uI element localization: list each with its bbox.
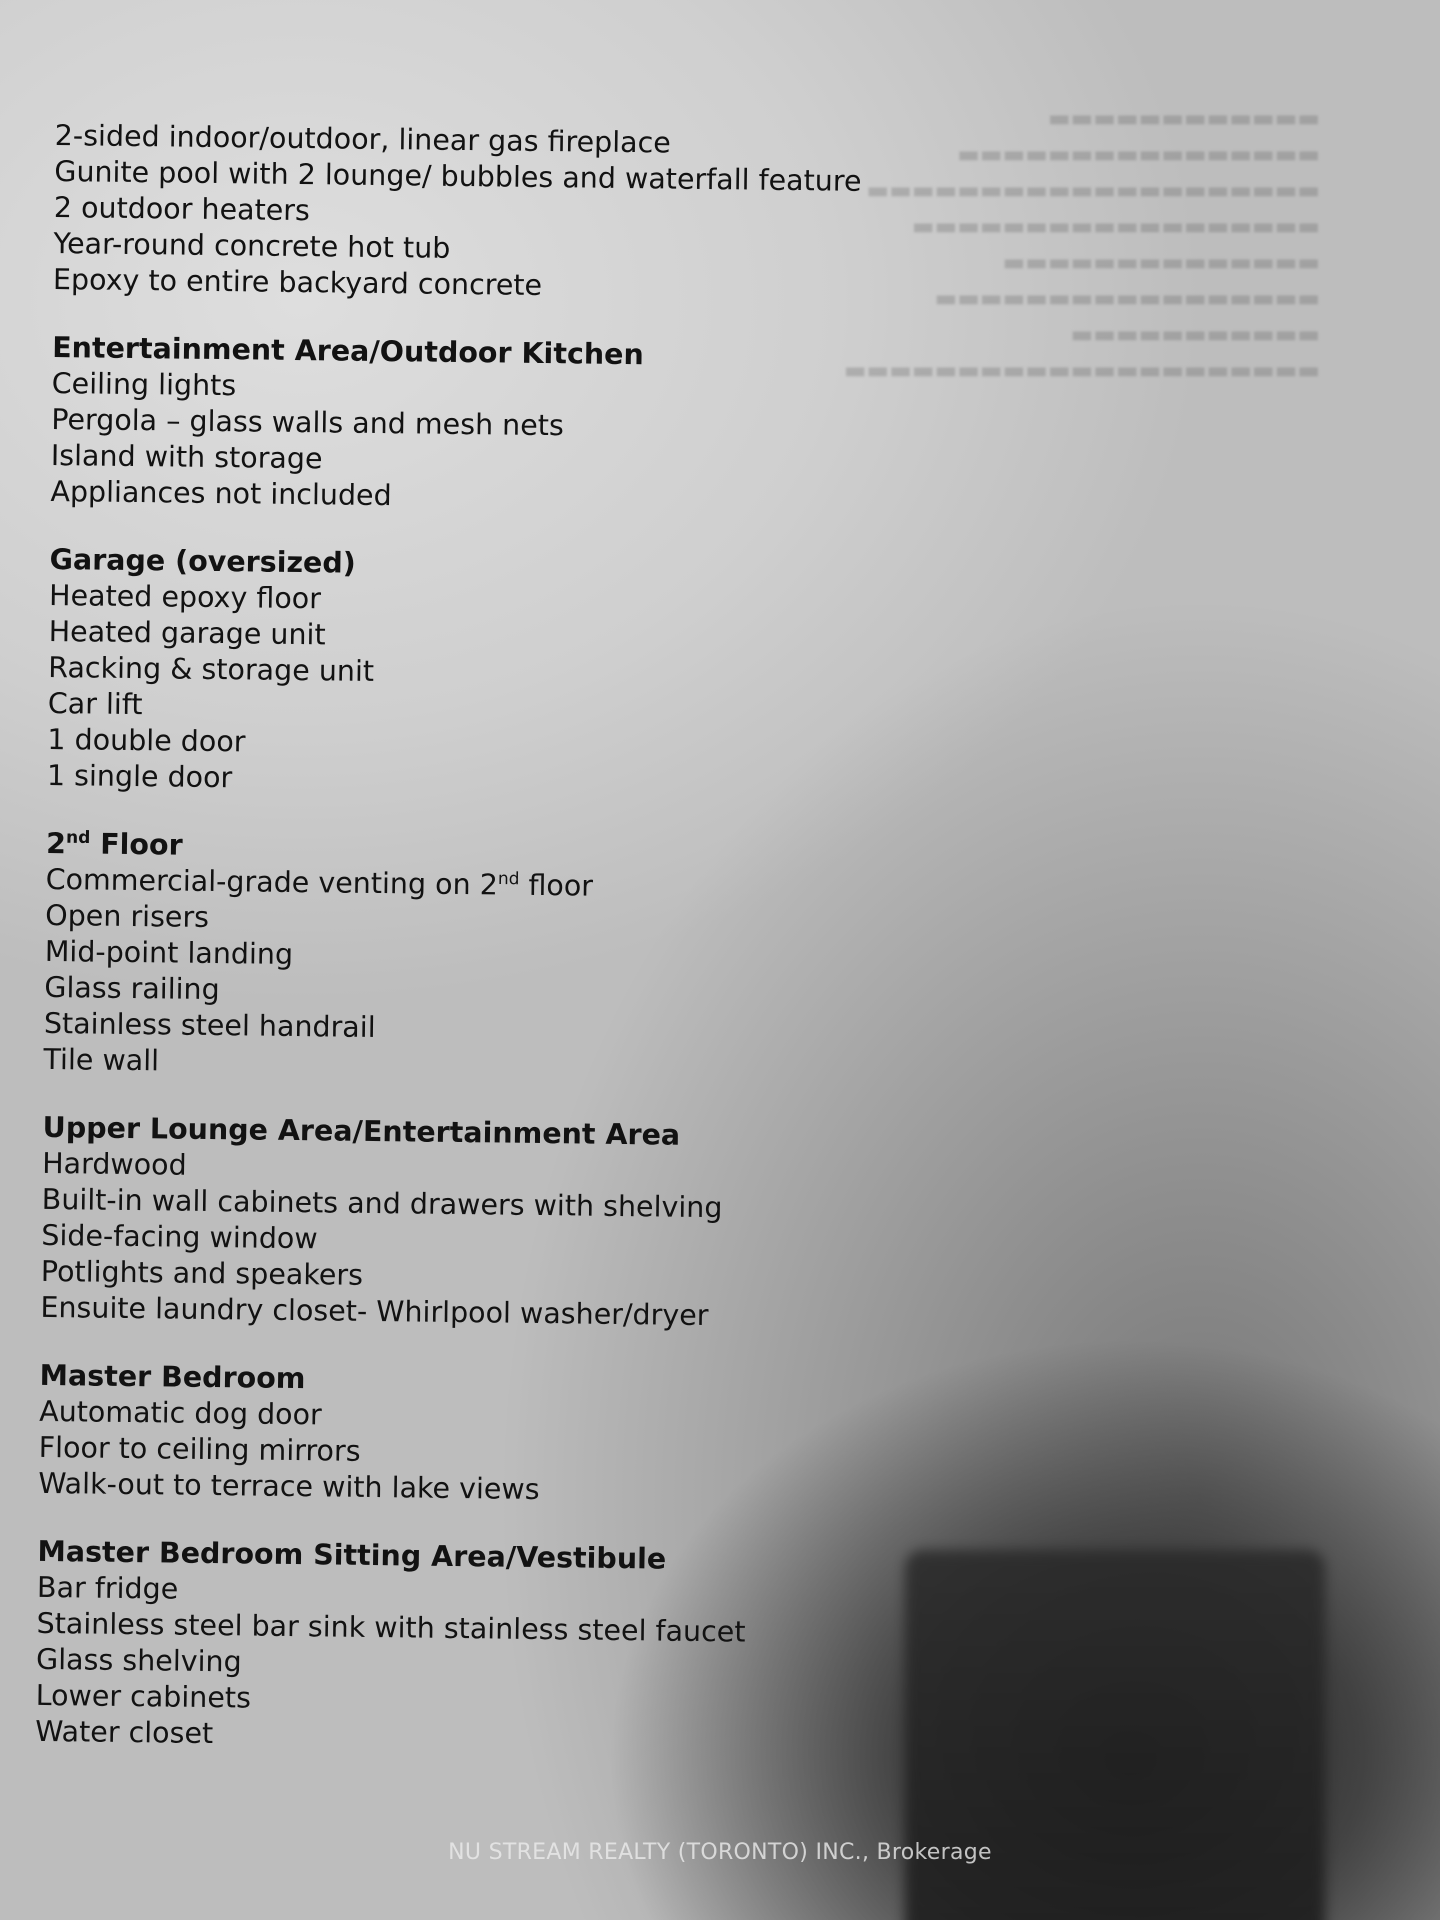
section-heading: Master Bedroom Sitting Area/Vestibule	[37, 1534, 667, 1576]
section-heading: Master Bedroom	[39, 1358, 306, 1396]
section-second-floor	[43, 826, 946, 1089]
list-item: 2-sided indoor/outdoor, linear gas fireplace	[54, 118, 672, 160]
section-heading: Garage (oversized)	[49, 542, 357, 580]
list-item: Lower cabinets	[35, 1678, 252, 1715]
list-item: Car lift	[47, 686, 143, 722]
list-item: Epoxy to entire backyard concrete	[52, 262, 543, 302]
list-item: Heated garage unit	[48, 614, 326, 652]
list-item: Walk-out to terrace with lake views	[38, 1466, 540, 1507]
section-heading: Entertainment Area/Outdoor Kitchen	[51, 330, 644, 372]
section-upper-lounge	[40, 1110, 943, 1337]
list-item: Commercial-grade venting on 2nd floor	[45, 862, 594, 903]
list-item: Hardwood	[42, 1146, 187, 1182]
list-item: Gunite pool with 2 lounge/ bubbles and waterfall feature	[54, 154, 862, 198]
section-master-bedroom	[38, 1358, 940, 1513]
show-through-text: ▬▬▬▬▬▬▬▬▬▬▬▬ ▬▬▬▬▬▬▬▬▬▬▬▬▬▬▬▬ ▬▬▬▬▬▬▬▬▬▬▬▬▬▬▬▬▬▬▬▬ ▬▬▬▬▬▬▬▬▬▬▬▬▬▬▬▬▬▬ ▬▬▬▬▬▬▬▬▬▬▬▬▬▬ ▬▬▬▬▬▬▬▬▬▬▬▬▬▬▬▬▬ ▬▬▬▬▬▬▬▬▬▬▬ ▬▬▬▬▬▬▬▬▬▬▬▬▬▬▬▬▬▬▬▬▬	[843, 104, 1320, 384]
section-entertainment-area	[50, 330, 952, 521]
list-item: Mid-point landing	[44, 934, 294, 971]
section-backyard	[53, 118, 955, 309]
list-item: Floor to ceiling mirrors	[38, 1430, 361, 1468]
list-item: Ceiling lights	[51, 366, 237, 403]
list-item: Built-in wall cabinets and drawers with shelving	[41, 1182, 723, 1225]
list-item: Bar fridge	[36, 1570, 179, 1606]
list-item: Appliances not included	[50, 474, 392, 513]
section-garage	[47, 542, 950, 805]
section-sitting-area	[35, 1534, 938, 1761]
list-item: Stainless steel bar sink with stainless steel faucet	[36, 1606, 746, 1649]
list-item: 2 outdoor heaters	[53, 190, 311, 228]
list-item: 1 single door	[46, 758, 233, 795]
section-heading: Upper Lounge Area/Entertainment Area	[42, 1110, 681, 1152]
list-item: Open risers	[45, 898, 210, 934]
list-item: Water closet	[35, 1714, 214, 1751]
feature-list	[35, 118, 955, 1793]
list-item: Stainless steel handrail	[43, 1006, 376, 1044]
list-item: Heated epoxy floor	[48, 578, 322, 616]
section-heading: 2nd Floor	[45, 826, 183, 862]
list-item: Tile wall	[43, 1042, 160, 1078]
list-item: Automatic dog door	[38, 1394, 322, 1432]
list-item: Glass shelving	[35, 1642, 242, 1679]
list-item: Potlights and speakers	[40, 1254, 364, 1292]
brokerage-watermark: NU STREAM REALTY (TORONTO) INC., Brokerage	[448, 1840, 992, 1865]
list-item: Ensuite laundry closet- Whirlpool washer/dryer	[40, 1290, 709, 1333]
list-item: 1 double door	[47, 722, 246, 759]
list-item: Side-facing window	[41, 1218, 318, 1256]
list-item: Glass railing	[44, 970, 220, 1007]
list-item: Year-round concrete hot tub	[53, 226, 451, 265]
list-item: Racking & storage unit	[48, 650, 375, 688]
list-item: Pergola – glass walls and mesh nets	[51, 402, 564, 443]
list-item: Island with storage	[50, 438, 323, 476]
